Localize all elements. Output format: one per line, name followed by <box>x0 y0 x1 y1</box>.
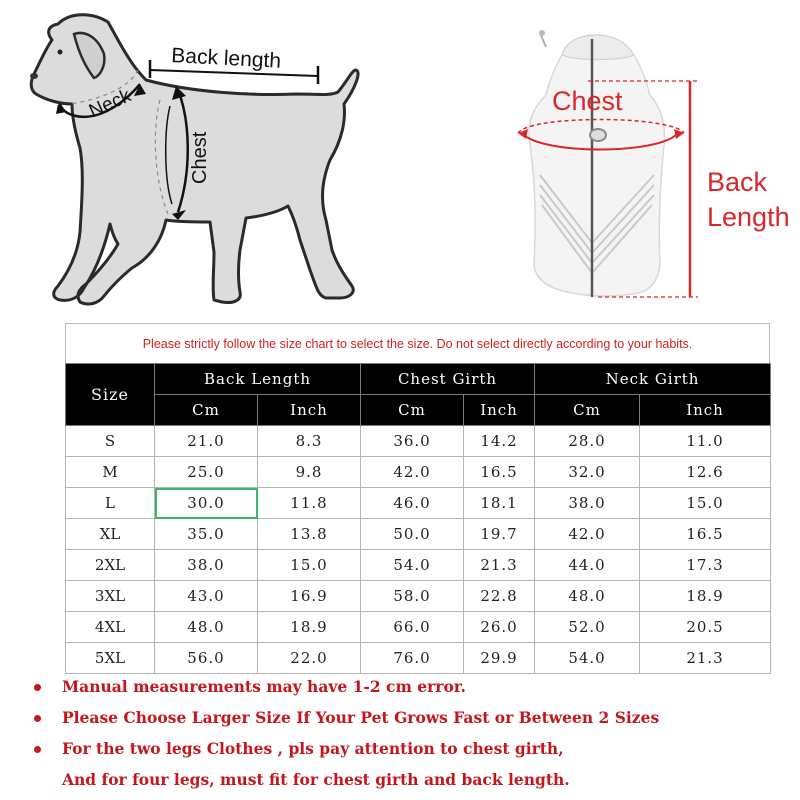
value-cell: 54.0 <box>361 550 464 581</box>
unit-header: Inch <box>258 395 361 426</box>
value-cell: 21.3 <box>640 643 771 674</box>
note-text: Manual measurements may have 1-2 cm error. <box>62 677 466 696</box>
note-text: And for four legs, must fit for chest girth and back length. <box>62 770 570 789</box>
value-cell: 42.0 <box>535 519 640 550</box>
unit-header: Inch <box>464 395 535 426</box>
value-cell: 16.9 <box>258 581 361 612</box>
note-text: For the two legs Clothes , pls pay attention to chest girth, <box>62 739 564 758</box>
bullet-icon <box>34 715 41 722</box>
note-item <box>32 676 772 707</box>
value-cell: 15.0 <box>258 550 361 581</box>
coat-back-length-line1: Back <box>707 167 768 197</box>
value-cell: 66.0 <box>361 612 464 643</box>
value-cell: 11.8 <box>258 488 361 519</box>
size-table <box>65 363 771 674</box>
value-cell: 25.0 <box>155 457 258 488</box>
neck-label: Neck <box>86 85 135 123</box>
table-row <box>66 457 771 488</box>
value-cell: 43.0 <box>155 581 258 612</box>
table-row <box>66 519 771 550</box>
size-chart <box>65 323 770 674</box>
chest-label: Chest <box>189 131 211 184</box>
coat-back-length-line2: Length <box>707 202 790 232</box>
value-cell: 17.3 <box>640 550 771 581</box>
note-item <box>32 707 772 738</box>
chest-girth-header: Chest Girth <box>361 364 535 395</box>
value-cell: 12.6 <box>640 457 771 488</box>
note-item-continued <box>32 769 772 800</box>
value-cell: 20.5 <box>640 612 771 643</box>
value-cell: 18.1 <box>464 488 535 519</box>
value-cell: 56.0 <box>155 643 258 674</box>
value-cell: 76.0 <box>361 643 464 674</box>
value-cell: 48.0 <box>155 612 258 643</box>
value-cell: 48.0 <box>535 581 640 612</box>
value-cell: 36.0 <box>361 426 464 457</box>
table-row <box>66 612 771 643</box>
value-cell: 38.0 <box>155 550 258 581</box>
value-cell: 42.0 <box>361 457 464 488</box>
value-cell: 11.0 <box>640 426 771 457</box>
size-cell: XL <box>66 519 155 550</box>
note-text: Please Choose Larger Size If Your Pet Grows Fast or Between 2 Sizes <box>62 708 660 727</box>
value-cell: 28.0 <box>535 426 640 457</box>
table-row <box>66 426 771 457</box>
value-cell: 16.5 <box>640 519 771 550</box>
table-row <box>66 643 771 674</box>
coat-back-length-label <box>707 165 790 235</box>
value-cell: 9.8 <box>258 457 361 488</box>
value-cell: 38.0 <box>535 488 640 519</box>
table-row <box>66 488 771 519</box>
value-cell: 8.3 <box>258 426 361 457</box>
size-cell: 4XL <box>66 612 155 643</box>
value-cell: 29.9 <box>464 643 535 674</box>
value-cell: 18.9 <box>258 612 361 643</box>
value-cell: 21.0 <box>155 426 258 457</box>
note-item <box>32 738 772 769</box>
size-cell: M <box>66 457 155 488</box>
value-cell: 52.0 <box>535 612 640 643</box>
bullet-icon <box>34 684 41 691</box>
value-cell: 26.0 <box>464 612 535 643</box>
value-cell: 50.0 <box>361 519 464 550</box>
table-row <box>66 550 771 581</box>
value-cell: 22.8 <box>464 581 535 612</box>
value-cell: 44.0 <box>535 550 640 581</box>
selected-cell[interactable]: 30.0 <box>155 488 258 519</box>
value-cell: 19.7 <box>464 519 535 550</box>
value-cell: 15.0 <box>640 488 771 519</box>
size-cell: 5XL <box>66 643 155 674</box>
neck-girth-header: Neck Girth <box>535 364 771 395</box>
header-row-groups <box>66 364 771 395</box>
size-cell: 2XL <box>66 550 155 581</box>
back-length-label: Back length <box>170 44 282 73</box>
value-cell: 32.0 <box>535 457 640 488</box>
value-cell: 18.9 <box>640 581 771 612</box>
size-header: Size <box>66 364 155 426</box>
size-cell: 3XL <box>66 581 155 612</box>
value-cell: 21.3 <box>464 550 535 581</box>
value-cell: 46.0 <box>361 488 464 519</box>
size-chart-notice: Please strictly follow the size chart to select the size. Do not select directly according to your habits. <box>65 323 770 363</box>
bullet-icon <box>34 746 41 753</box>
size-cell: S <box>66 426 155 457</box>
unit-header: Cm <box>155 395 258 426</box>
unit-header: Cm <box>535 395 640 426</box>
value-cell: 13.8 <box>258 519 361 550</box>
value-cell: 22.0 <box>258 643 361 674</box>
table-row <box>66 581 771 612</box>
value-cell: 54.0 <box>535 643 640 674</box>
unit-header: Inch <box>640 395 771 426</box>
back-length-header: Back Length <box>155 364 361 395</box>
unit-header: Cm <box>361 395 464 426</box>
header-row-units <box>66 395 771 426</box>
value-cell: 16.5 <box>464 457 535 488</box>
value-cell: 35.0 <box>155 519 258 550</box>
size-notes <box>32 676 772 800</box>
coat-chest-label: Chest <box>552 86 623 116</box>
value-cell: 14.2 <box>464 426 535 457</box>
size-cell: L <box>66 488 155 519</box>
value-cell: 58.0 <box>361 581 464 612</box>
